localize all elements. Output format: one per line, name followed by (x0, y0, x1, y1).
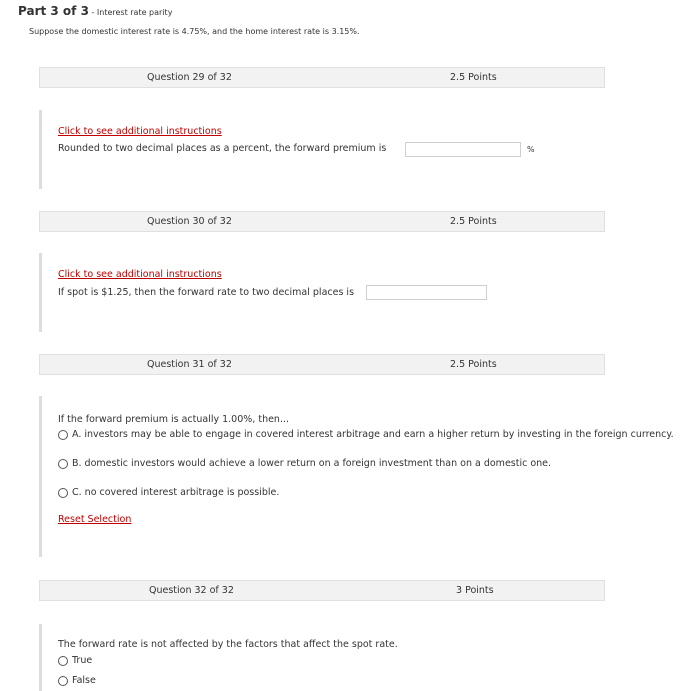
option-c[interactable] (58, 487, 279, 498)
part-title (18, 4, 172, 18)
percent-unit: % (527, 145, 535, 154)
option-label: False (72, 675, 96, 686)
radio-icon[interactable] (58, 488, 68, 498)
question-32-header (39, 580, 605, 601)
question-31-body (39, 396, 692, 557)
question-29-body (39, 110, 692, 189)
question-29-header (39, 67, 605, 88)
question-prompt: Rounded to two decimal places as a percent, the forward premium is (58, 143, 387, 154)
radio-icon[interactable] (58, 656, 68, 666)
option-label: A. investors may be able to engage in covered interest arbitrage and earn a higher return by investing in the foreign currency. (72, 429, 674, 440)
additional-instructions-link[interactable]: Click to see additional instructions (58, 126, 222, 137)
question-prompt: If the forward premium is actually 1.00%, then... (58, 414, 290, 425)
forward-rate-input[interactable] (366, 285, 487, 300)
question-number: Question 32 of 32 (149, 585, 234, 596)
question-31-header (39, 354, 605, 375)
question-points: 3 Points (456, 585, 494, 596)
forward-premium-input[interactable] (405, 142, 521, 157)
question-30-header (39, 211, 605, 232)
part-subtitle: - Interest rate parity (88, 8, 173, 17)
radio-icon[interactable] (58, 676, 68, 686)
question-number: Question 30 of 32 (147, 216, 232, 227)
question-prompt: If spot is $1.25, then the forward rate to two decimal places is (58, 287, 355, 298)
additional-instructions-link[interactable]: Click to see additional instructions (58, 269, 222, 280)
question-points: 2.5 Points (450, 216, 497, 227)
option-b[interactable] (58, 458, 551, 469)
question-number: Question 31 of 32 (147, 359, 232, 370)
reset-selection-link[interactable]: Reset Selection (58, 514, 132, 525)
option-false[interactable] (58, 675, 96, 686)
option-label: C. no covered interest arbitrage is possible. (72, 487, 280, 498)
question-number: Question 29 of 32 (147, 72, 232, 83)
option-label: True (72, 655, 93, 666)
question-points: 2.5 Points (450, 359, 497, 370)
option-true[interactable] (58, 655, 92, 666)
radio-icon[interactable] (58, 430, 68, 440)
part-title-main: Part 3 of 3 (18, 4, 89, 18)
radio-icon[interactable] (58, 459, 68, 469)
option-label: B. domestic investors would achieve a lower return on a foreign investment than on a domestic one. (72, 458, 552, 469)
intro-text: Suppose the domestic interest rate is 4.75%, and the home interest rate is 3.15%. (29, 27, 360, 36)
question-prompt: The forward rate is not affected by the factors that affect the spot rate. (58, 639, 398, 650)
question-32-body (39, 624, 692, 691)
question-points: 2.5 Points (450, 72, 497, 83)
option-a[interactable] (58, 429, 674, 440)
question-30-body (39, 253, 692, 332)
